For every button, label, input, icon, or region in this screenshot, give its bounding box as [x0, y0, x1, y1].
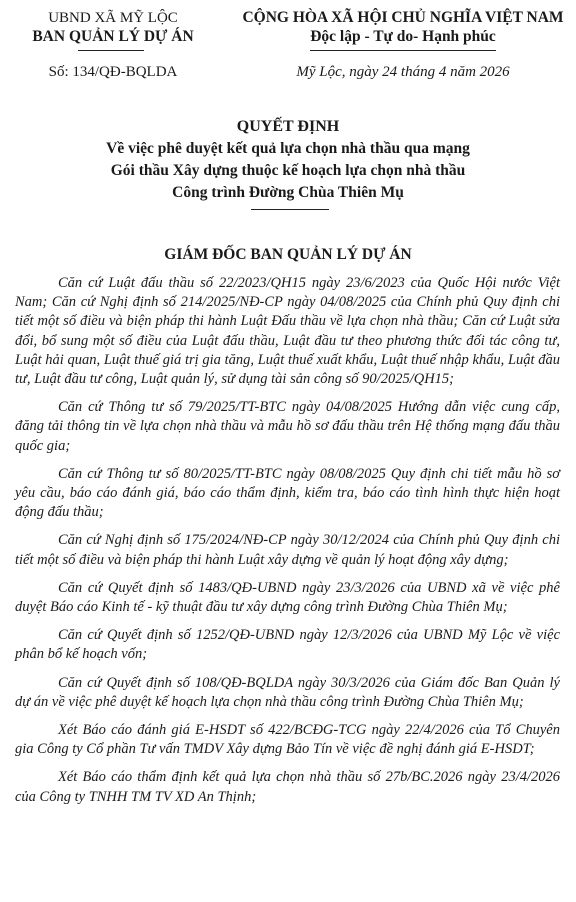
place-and-date: Mỹ Lộc, ngày 24 tháng 4 năm 2026: [296, 64, 510, 80]
national-motto: Độc lập - Tự do- Hạnh phúc: [310, 28, 496, 45]
legal-basis-paragraph: Xét Báo cáo đánh giá E-HSDT số 422/BCĐG-TCG ngày 22/4/2026 của Tổ Chuyên gia Công ty Cổ phần Tư vấn TMDV Xây dựng Bảo Tín về việc đề nghị đánh giá E-HSDT;: [15, 722, 560, 758]
legal-basis-paragraph: Căn cứ Quyết định số 1483/QĐ-UBND ngày 23/3/2026 của UBND xã về việc phê duyệt Báo cáo Kinh tế - kỹ thuật đầu tư xây dựng công trình Đường Chùa Thiên Mụ;: [15, 579, 560, 616]
national-title: CỘNG HÒA XÃ HỘI CHỦ NGHĨA VIỆT NAM: [242, 9, 564, 26]
legal-basis-paragraph: Căn cứ Luật đấu thầu số 22/2023/QH15 ngày 23/6/2023 của Quốc Hội nước Việt Nam; Căn cứ Nghị định số 214/2025/NĐ-CP ngày 04/08/2025 của Chính phủ Quy định chi tiết một số điều và biện pháp thi hành Luật Đấu thầu về lựa chọn nhà thầu; Căn cứ Luật sửa đổi, bổ sung một số điều của Luật đấu thầu, Luật đầu tư theo phương thức đối tác công tư, Luật hải quan, Luật thuế giá trị gia tăng, Luật thuế xuất khẩu, Luật thuế nhập khẩu, Luật đầu tư, Luật đầu tư công, Luật quản lý, sử dụng tài sản công số 90/2025/QH15;: [15, 275, 560, 388]
subject-line-2: Gói thầu Xây dựng thuộc kế hoạch lựa chọn nhà thầu: [110, 162, 466, 179]
legal-basis-paragraph: Xét Báo cáo thẩm định kết quả lựa chọn nhà thầu số 27b/BC.2026 ngày 23/4/2026 của Công ty TNHH TM TV XD An Thịnh;: [15, 769, 560, 805]
legal-basis-paragraph: Căn cứ Thông tư số 80/2025/TT-BTC ngày 08/08/2025 Quy định chi tiết mẫu hồ sơ yêu cầu, báo cáo đánh giá, báo cáo thẩm định, kiểm tra, báo cáo tình hình thực hiện hoạt động đấu thầu;: [15, 465, 560, 521]
issuing-agency: UBND XÃ MỸ LỘC: [48, 10, 178, 26]
issuing-authority: GIÁM ĐỐC BAN QUẢN LÝ DỰ ÁN: [164, 246, 412, 263]
document-number: Số: 134/QĐ-BQLDA: [48, 64, 178, 80]
issuing-unit: BAN QUẢN LÝ DỰ ÁN: [32, 28, 194, 45]
document-type: QUYẾT ĐỊNH: [236, 118, 340, 135]
legal-basis-section: [15, 274, 560, 816]
legal-basis-paragraph: Căn cứ Nghị định số 175/2024/NĐ-CP ngày 30/12/2024 của Chính phủ Quy định chi tiết một số điều và biện pháp thi hành Luật xây dựng về quản lý hoạt động xây dựng;: [15, 532, 560, 568]
right-header-underline: [310, 50, 496, 51]
legal-basis-paragraph: Căn cứ Quyết định số 1252/QĐ-UBND ngày 12/3/2026 của UBND Mỹ Lộc về việc phân bổ kế hoạch vốn;: [15, 627, 560, 663]
legal-basis-paragraph: Căn cứ Quyết định số 108/QĐ-BQLDA ngày 30/3/2026 của Giám đốc Ban Quản lý dự án về việc phê duyệt kế hoạch lựa chọn nhà thầu công trình Đường Chùa Thiên Mụ;: [15, 674, 560, 710]
legal-basis-paragraph: Căn cứ Thông tư số 79/2025/TT-BTC ngày 04/08/2025 Hướng dẫn việc cung cấp, đăng tải thông tin về lựa chọn nhà thầu và mẫu hồ sơ đấu thầu trên Hệ thống mạng đấu thầu quốc gia;: [15, 399, 560, 454]
left-header-underline: [78, 50, 144, 51]
subject-line-3: Công trình Đường Chùa Thiên Mụ: [172, 184, 404, 201]
subject-line-1: Về việc phê duyệt kết quả lựa chọn nhà thầu qua mạng: [106, 140, 470, 157]
title-underline: [251, 209, 329, 210]
